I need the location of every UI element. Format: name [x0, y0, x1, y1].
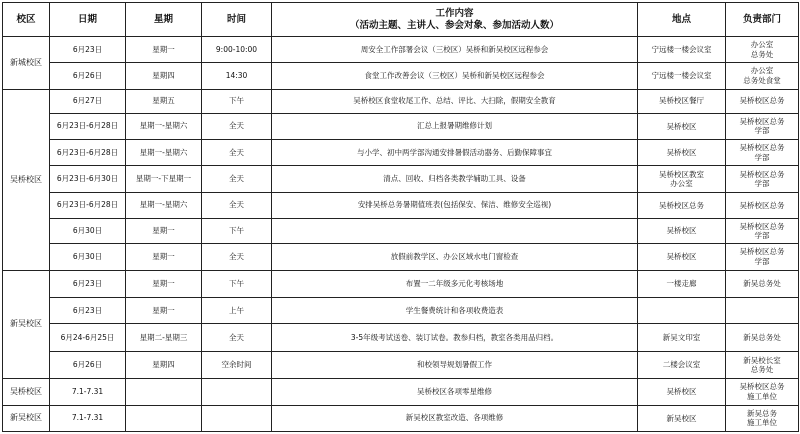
table-row: [3, 37, 799, 63]
weekday-cell: 星期一: [126, 270, 202, 297]
weekday-cell: 星期四: [126, 63, 202, 89]
time-cell: 全天: [202, 192, 272, 218]
location-cell: 吴桥校区餐厅: [638, 89, 726, 113]
location-cell: [638, 298, 726, 324]
header-content: [272, 3, 638, 37]
time-cell: 14:30: [202, 63, 272, 89]
header-time: 时间: [202, 3, 272, 37]
content-cell: 新吴校区教室改造、各项维修: [272, 405, 638, 431]
content-cell: 汇总上报暑期维修计划: [272, 113, 638, 139]
date-cell: 6月30日: [50, 219, 126, 244]
location-cell: 吴桥校区: [638, 113, 726, 139]
date-cell: 6月23日-6月28日: [50, 192, 126, 218]
header-weekday: 星期: [126, 3, 202, 37]
dept-cell: 吴桥校区总务 施工单位: [726, 379, 799, 405]
content-cell: 学生餐费统计和各项收费造表: [272, 298, 638, 324]
dept-cell: 办公室 总务处食堂: [726, 63, 799, 89]
campus-cell: 吴桥校区: [3, 89, 50, 270]
weekday-cell: 星期一-星期六: [126, 140, 202, 166]
date-cell: 6月30日: [50, 244, 126, 270]
location-cell: 吴桥校区: [638, 140, 726, 166]
dept-cell: 吴桥校区总务: [726, 89, 799, 113]
header-location: 地点: [638, 3, 726, 37]
time-cell: 上午: [202, 298, 272, 324]
table-row: [3, 63, 799, 89]
date-cell: 6月23日-6月28日: [50, 140, 126, 166]
location-cell: 宁远楼一楼会议室: [638, 63, 726, 89]
content-cell: [272, 219, 638, 244]
content-cell: 放假前教学区、办公区域水电门窗检查: [272, 244, 638, 270]
location-cell: 一楼走廊: [638, 270, 726, 297]
time-cell: 9:00-10:00: [202, 37, 272, 63]
content-cell: 周安全工作部署会议（三校区）吴桥和新吴校区远程参会: [272, 37, 638, 63]
dept-cell: 新吴总务 施工单位: [726, 405, 799, 431]
header-row: [3, 3, 799, 37]
table-row: [3, 324, 799, 351]
date-cell: 6月26日: [50, 63, 126, 89]
dept-cell: 吴桥校区总务 学部: [726, 219, 799, 244]
weekday-cell: 星期一: [126, 37, 202, 63]
time-cell: 全天: [202, 324, 272, 351]
content-cell: 与小学、初中两学部沟通安排暑假活动器务、后勤保障事宜: [272, 140, 638, 166]
content-cell: 安排吴桥总务暑期值班表(包括保安、保洁、维修安全巡视): [272, 192, 638, 218]
content-cell: 3-5年级考试送卷、装订试卷。教参归档，教室各类用品归档。: [272, 324, 638, 351]
content-cell: 和校领导规划暑假工作: [272, 351, 638, 378]
table-row: [3, 89, 799, 113]
table-row: [3, 113, 799, 139]
time-cell: 下午: [202, 89, 272, 113]
content-cell: 清点、回收、归档各类教学辅助工具、设备: [272, 166, 638, 192]
dept-cell: 吴桥校区总务 学部: [726, 244, 799, 270]
weekday-cell: 星期一: [126, 244, 202, 270]
table-row: [3, 405, 799, 431]
dept-cell: [726, 298, 799, 324]
dept-cell: 办公室 总务处: [726, 37, 799, 63]
content-cell: 食堂工作改善会议（三校区）吴桥和新吴校区远程参会: [272, 63, 638, 89]
campus-cell: 新城校区: [3, 37, 50, 90]
table-row: [3, 351, 799, 378]
table-row: [3, 379, 799, 405]
time-cell: 空余时间: [202, 351, 272, 378]
table-row: [3, 219, 799, 244]
header-content-title: 工作内容: [435, 7, 474, 19]
campus-cell: 新吴校区: [3, 270, 50, 379]
weekday-cell: 星期一: [126, 298, 202, 324]
dept-cell: 新吴校长室 总务处: [726, 351, 799, 378]
campus-cell: 吴桥校区: [3, 379, 50, 405]
weekday-cell: 星期一-星期六: [126, 113, 202, 139]
time-cell: 全天: [202, 166, 272, 192]
date-cell: 6月23日: [50, 270, 126, 297]
time-cell: 全天: [202, 244, 272, 270]
date-cell: 6月26日: [50, 351, 126, 378]
location-cell: 吴桥校区: [638, 219, 726, 244]
weekday-cell: 星期一-星期六: [126, 192, 202, 218]
time-cell: 下午: [202, 219, 272, 244]
table-row: [3, 244, 799, 270]
date-cell: 6月23日-6月28日: [50, 113, 126, 139]
header-content-subtitle: （活动主题、主讲人、参会对象、参加活动人数）: [349, 19, 559, 31]
weekday-cell: [126, 405, 202, 431]
dept-cell: 吴桥校区总务: [726, 192, 799, 218]
content-cell: 吴桥校区食堂收尾工作、总结、评比、大扫除，假期安全教育: [272, 89, 638, 113]
weekday-cell: 星期五: [126, 89, 202, 113]
location-cell: 吴桥校区教室 办公室: [638, 166, 726, 192]
time-cell: 全天: [202, 140, 272, 166]
date-cell: 6月23日-6月30日: [50, 166, 126, 192]
location-cell: 吴桥校区: [638, 379, 726, 405]
schedule-table: [2, 2, 799, 432]
weekday-cell: 星期四: [126, 351, 202, 378]
date-cell: 6月23日: [50, 298, 126, 324]
time-cell: [202, 405, 272, 431]
dept-cell: 新吴总务处: [726, 324, 799, 351]
location-cell: 吴桥校区总务: [638, 192, 726, 218]
table-row: [3, 270, 799, 297]
header-dept: 负责部门: [726, 3, 799, 37]
table-row: [3, 192, 799, 218]
date-cell: 6月24-6月25日: [50, 324, 126, 351]
weekday-cell: 星期一-下星期一: [126, 166, 202, 192]
time-cell: 全天: [202, 113, 272, 139]
date-cell: 6月27日: [50, 89, 126, 113]
dept-cell: 新吴总务处: [726, 270, 799, 297]
table-row: [3, 298, 799, 324]
date-cell: 6月23日: [50, 37, 126, 63]
location-cell: 二楼会议室: [638, 351, 726, 378]
date-cell: 7.1-7.31: [50, 379, 126, 405]
time-cell: [202, 379, 272, 405]
location-cell: 宁远楼一楼会议室: [638, 37, 726, 63]
weekday-cell: [126, 379, 202, 405]
location-cell: 新吴校区: [638, 405, 726, 431]
dept-cell: 吴桥校区总务 学部: [726, 140, 799, 166]
header-campus: 校区: [3, 3, 50, 37]
location-cell: 新吴文印室: [638, 324, 726, 351]
header-date: 日期: [50, 3, 126, 37]
content-cell: 吴桥校区各项零星维修: [272, 379, 638, 405]
content-cell: 布置一二年级多元化考核场地: [272, 270, 638, 297]
table-row: [3, 166, 799, 192]
campus-cell: 新吴校区: [3, 405, 50, 431]
table-row: [3, 140, 799, 166]
weekday-cell: 星期二-星期三: [126, 324, 202, 351]
time-cell: 下午: [202, 270, 272, 297]
weekday-cell: 星期一: [126, 219, 202, 244]
dept-cell: 吴桥校区总务 学部: [726, 166, 799, 192]
location-cell: 吴桥校区: [638, 244, 726, 270]
date-cell: 7.1-7.31: [50, 405, 126, 431]
dept-cell: 吴桥校区总务 学部: [726, 113, 799, 139]
